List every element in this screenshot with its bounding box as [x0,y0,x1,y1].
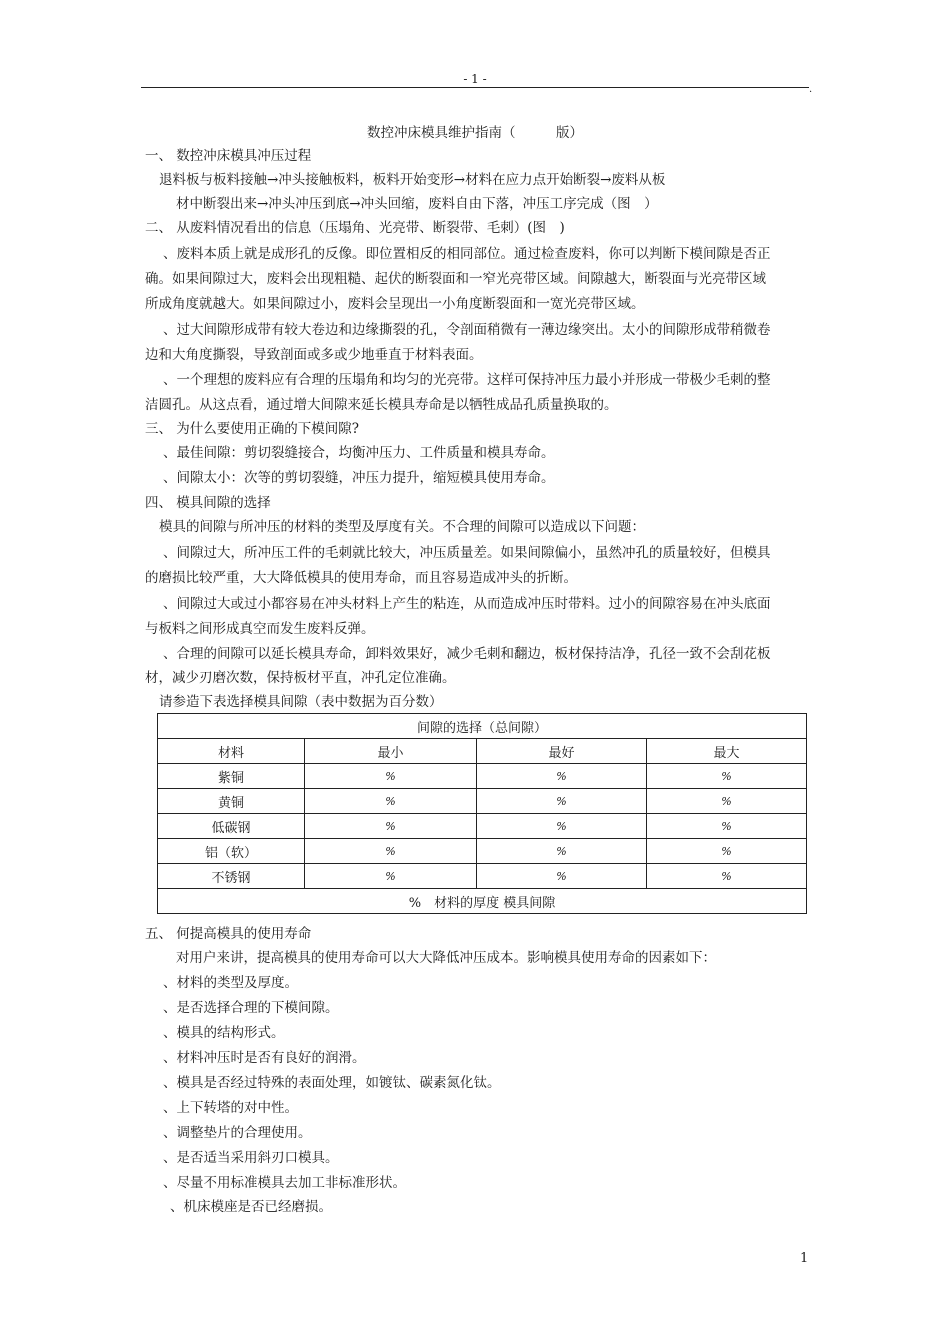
list-item: 、是否选择合理的下模间隙。 [163,1000,339,1016]
table-cell: % [305,814,477,839]
paragraph-line: 、间隙太小：次等的剪切裂缝，冲压力提升，缩短模具使用寿命。 [163,470,555,486]
table-cell: % [477,764,647,789]
paragraph-line: 、一个理想的废料应有合理的压塌角和均匀的光亮带。这样可保持冲压力最小并形成一带极少毛刺的整 [163,372,771,388]
section-heading-4: 四、 模具间隙的选择 [145,495,271,511]
table-row [158,864,807,889]
clearance-table [157,713,807,914]
list-item: 、材料冲压时是否有良好的润滑。 [163,1050,366,1066]
table-row [158,839,807,864]
paragraph-line: 与板料之间形成真空而发生废料反弹。 [145,621,375,637]
list-item: 、模具的结构形式。 [163,1025,285,1041]
page-number: 1 [800,1251,809,1266]
list-item: 、尽量不用标准模具去加工非标准形状。 [163,1175,406,1191]
table-cell: % [477,839,647,864]
table-cell: % [647,814,807,839]
table-header-cell: 最小 [305,739,477,764]
table-cell: % [305,764,477,789]
section-heading-2: 二、 从废料情况看出的信息（压塌角、光亮带、断裂带、毛刺）(图 ) [145,220,565,236]
table-cell-material: 黄铜 [158,789,305,814]
table-cell: % [647,764,807,789]
paragraph-line: 所成角度就越大。如果间隙过小，废料会呈现出一小角度断裂面和一宽光亮带区域。 [145,296,645,312]
table-cell-material: 低碳钢 [158,814,305,839]
paragraph-line: 材中断裂出来→冲头冲压到底→冲头回缩，废料自由下落，冲压工序完成（图 ） [176,196,658,212]
document-title: 数控冲床模具维护指南（ 版） [367,125,583,141]
table-cell-material: 不锈钢 [158,864,305,889]
header-rule [141,87,809,88]
table-intro: 请参造下表选择模具间隙（表中数据为百分数） [159,694,443,710]
table-cell: % [647,864,807,889]
section-heading-1: 一、 数控冲床模具冲压过程 [145,148,312,164]
table-row [158,789,807,814]
paragraph-line: 、废料本质上就是成形孔的反像。即位置相反的相同部位。通过检查废料，你可以判断下模间隙是否正 [163,246,771,262]
list-item: 、调整垫片的合理使用。 [163,1125,312,1141]
paragraph-line: 确。如果间隙过大，废料会出现粗糙、起伏的断裂面和一窄光亮带区域。间隙越大，断裂面与光亮带区域 [145,271,766,287]
section-heading-3: 三、 为什么要使用正确的下模间隙? [145,421,360,437]
paragraph-line: 洁圆孔。从这点看，通过增大间隙来延长模具寿命是以牺牲成品孔质量换取的。 [145,397,618,413]
table-header-cell: 最大 [647,739,807,764]
table-cell: % [647,789,807,814]
table-cell: % [305,864,477,889]
table-header-cell: 最好 [477,739,647,764]
table-row [158,764,807,789]
table-cell: % [477,789,647,814]
table-header-row [158,739,807,764]
paragraph-line: 、间隙过大或过小都容易在冲头材料上产生的粘连，从而造成冲压时带料。过小的间隙容易在冲头底面 [163,596,771,612]
table-header-cell: 材料 [158,739,305,764]
page-header-number: - 1 - [463,72,487,86]
table-caption: 间隙的选择（总间隙） [158,714,807,739]
table-row [158,814,807,839]
list-item: 、机床模座是否已经磨损。 [170,1199,332,1215]
list-item: 、上下转塔的对中性。 [163,1100,298,1116]
table-footer: % 材料的厚度 模具间隙 [158,889,807,914]
section-heading-5: 五、 何提高模具的使用寿命 [145,926,312,942]
header-dot: . [809,84,813,95]
table-cell: % [477,814,647,839]
paragraph-line: 、过大间隙形成带有较大卷边和边缘撕裂的孔，令剖面稍微有一薄边缘突出。太小的间隙形成带稍微卷 [163,322,771,338]
paragraph-line: 边和大角度撕裂，导致剖面或多或少地垂直于材料表面。 [145,347,483,363]
table-cell-material: 铝（软） [158,839,305,864]
paragraph-line: 的磨损比较严重，大大降低模具的使用寿命，而且容易造成冲头的折断。 [145,570,577,586]
table-cell: % [305,789,477,814]
paragraph-line: 、合理的间隙可以延长模具寿命，卸料效果好，减少毛刺和翻边，板材保持洁净，孔径一致不会刮花板 [163,646,771,662]
paragraph-line: 、间隙过大，所冲压工件的毛刺就比较大，冲压质量差。如果间隙偏小，虽然冲孔的质量较好，但模具 [163,545,771,561]
list-item: 、模具是否经过特殊的表面处理，如镀钛、碳素氮化钛。 [163,1075,501,1091]
table-cell: % [477,864,647,889]
paragraph-line: 对用户来讲，提高模具的使用寿命可以大大降低冲压成本。影响模具使用寿命的因素如下： [176,950,716,966]
table-cell-material: 紫铜 [158,764,305,789]
table-cell: % [647,839,807,864]
table-cell: % [305,839,477,864]
list-item: 、材料的类型及厚度。 [163,975,298,991]
paragraph-line: 模具的间隙与所冲压的材料的类型及厚度有关。不合理的间隙可以造成以下问题： [159,519,645,535]
list-item: 、是否适当采用斜刃口模具。 [163,1150,339,1166]
paragraph-line: 退料板与板料接触→冲头接触板料，板料开始变形→材料在应力点开始断裂→废料从板 [159,172,666,188]
paragraph-line: 、最佳间隙：剪切裂缝接合，均衡冲压力、工件质量和模具寿命。 [163,445,555,461]
paragraph-line: 材，减少刃磨次数，保持板材平直，冲孔定位准确。 [145,670,456,686]
